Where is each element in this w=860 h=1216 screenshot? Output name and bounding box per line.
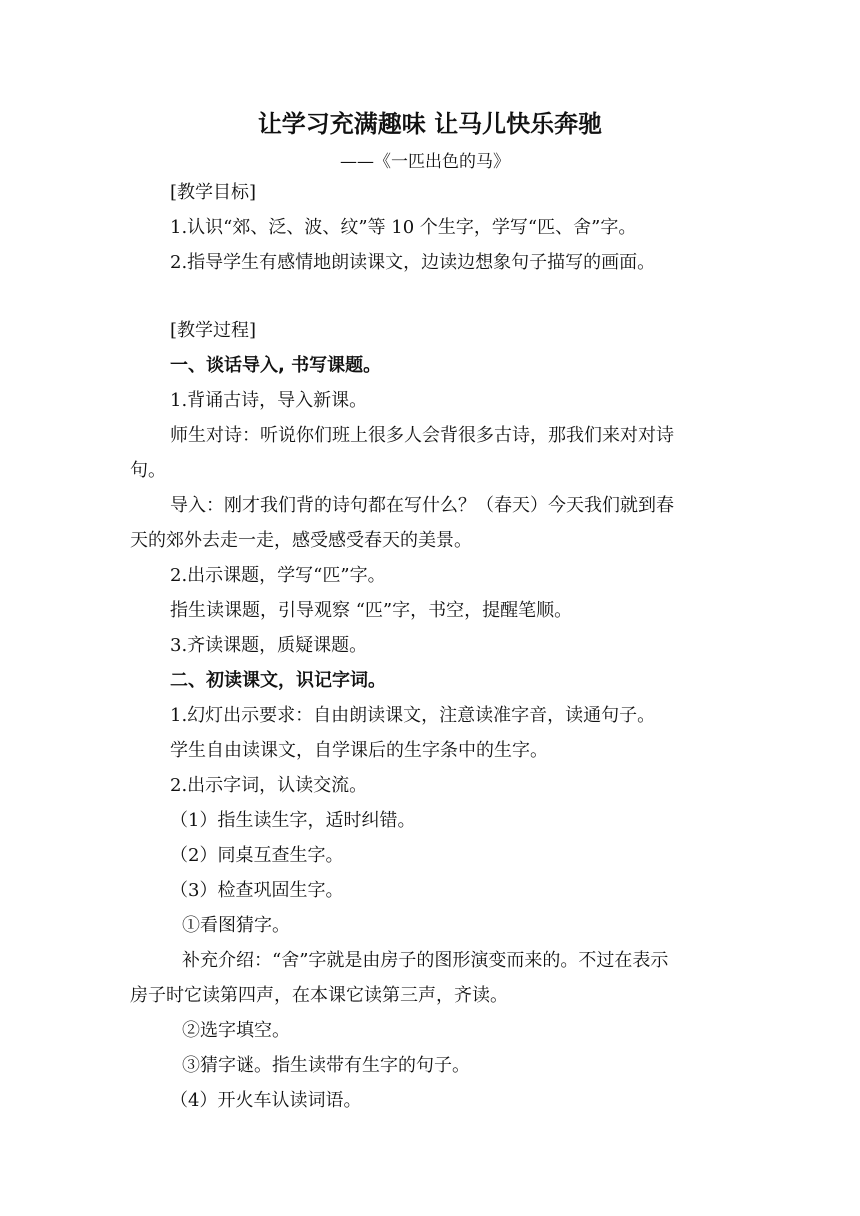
section-2-paragraph-9: ②选字填空。 [182,1020,290,1041]
section-1-paragraph-3-line-2: 天的郊外去走一走，感受感受春天的美景。 [130,530,472,551]
section-2-paragraph-1: 1.幻灯出示要求：自由朗读课文，注意读准字音，读通句子。 [170,705,656,726]
section-2-paragraph-8-line-2: 房子时它读第四声，在本课它读第三声，齐读。 [130,985,508,1006]
section-2-paragraph-5: （2）同桌互查生字。 [170,845,344,866]
section-1-paragraph-6: 3.齐读课题，质疑课题。 [170,635,368,656]
section-2-heading: 二、初读课文，识记字词。 [170,670,386,691]
section-1-paragraph-4: 2.出示课题，学写“匹”字。 [170,565,386,586]
section-1-heading: 一、谈话导入, 书写课题。 [170,355,382,376]
section-2-paragraph-10: ③猜字谜。指生读带有生字的句子。 [182,1055,470,1076]
document-subtitle: ——《一匹出色的马》 [340,152,510,172]
objective-item-1: 1.认识“郊、泛、波、纹”等 10 个生字，学写“匹、舍”字。 [170,217,637,238]
section-1-paragraph-3-line-1: 导入：刚才我们背的诗句都在写什么？（春天）今天我们就到春 [170,495,674,516]
section-2-paragraph-2: 学生自由读课文，自学课后的生字条中的生字。 [170,740,548,761]
section-1-paragraph-1: 1.背诵古诗，导入新课。 [170,390,368,411]
objective-item-2: 2.指导学生有感情地朗读课文，边读边想象句子描写的画面。 [170,252,656,273]
section-1-paragraph-5: 指生读课题，引导观察 “匹”字，书空，提醒笔顺。 [170,600,573,621]
document-title: 让学习充满趣味 让马儿快乐奔驰 [257,110,603,138]
section-2-paragraph-11: （4）开火车认读词语。 [170,1090,362,1111]
section-2-paragraph-6: （3）检查巩固生字。 [170,880,344,901]
section-2-paragraph-3: 2.出示字词，认读交流。 [170,775,368,796]
section-1-paragraph-2-line-1: 师生对诗：听说你们班上很多人会背很多古诗，那我们来对对诗 [170,425,674,446]
section-2-paragraph-4: （1）指生读生字，适时纠错。 [170,810,416,831]
section-1-paragraph-2-line-2: 句。 [130,460,166,481]
process-heading: [教学过程] [170,320,257,341]
objectives-heading: [教学目标] [170,182,257,203]
section-2-paragraph-8-line-1: 补充介绍：“舍”字就是由房子的图形演变而来的。不过在表示 [182,950,669,971]
section-2-paragraph-7: ①看图猜字。 [182,915,290,936]
